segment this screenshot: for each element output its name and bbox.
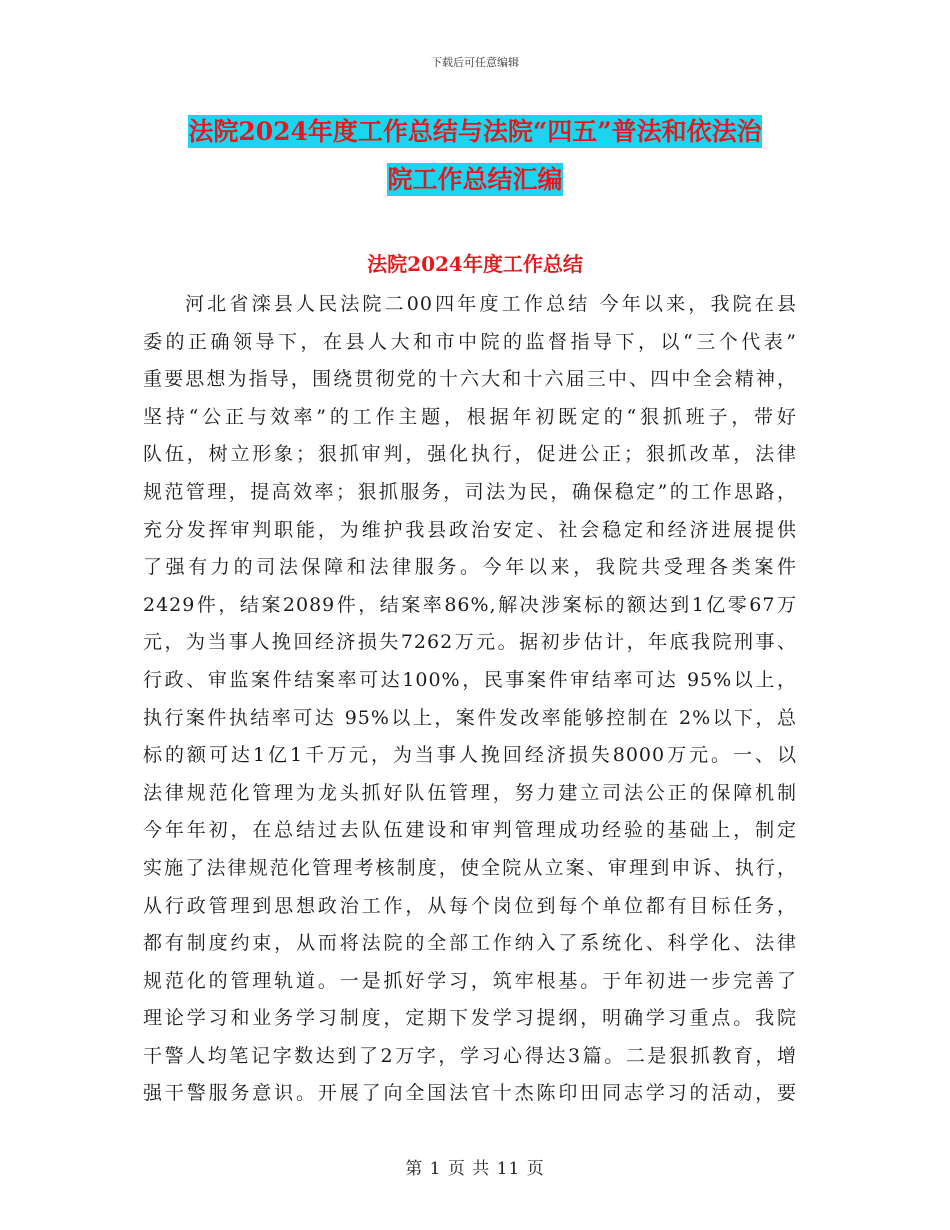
page-number: 第 1 页 共 11 页	[405, 1159, 545, 1179]
body-line: 实施了法律规范化管理考核制度，使全院从立案、审理到申诉、执行，	[143, 856, 797, 879]
page-header	[0, 54, 950, 70]
body-line: 执行案件执结率可达 95%以上，案件发改率能够控制在 2%以下，总	[143, 706, 797, 729]
body-line: 强干警服务意识。开展了向全国法官十杰陈印田同志学习的活动，要	[143, 1082, 797, 1105]
body-paragraph	[143, 286, 797, 1113]
body-line: 从行政管理到思想政治工作，从每个岗位到每个单位都有目标任务，	[143, 894, 797, 917]
body-line: 规范管理，提高效率；狠抓服务，司法为民，确保稳定”的工作思路，	[143, 480, 797, 503]
body-line: 行政、审监案件结案率可达100%，民事案件审结率可达 95%以上，	[143, 668, 797, 691]
body-line: 理论学习和业务学习制度，定期下发学习提纲，明确学习重点。我院	[143, 1007, 797, 1030]
header-note: 下载后可任意编辑	[431, 56, 519, 69]
title-line-2: 院工作总结汇编	[387, 165, 563, 194]
body-line: 队伍，树立形象；狠抓审判，强化执行，促进公正；狠抓改革，法律	[143, 443, 797, 466]
body-line: 都有制度约束，从而将法院的全部工作纳入了系统化、科学化、法律	[143, 932, 797, 955]
document-title	[140, 108, 810, 204]
body-line: 干警人均笔记字数达到了2万字，学习心得达3篇。二是狠抓教育，增	[143, 1044, 797, 1067]
body-line: 法律规范化管理为龙头抓好队伍管理，努力建立司法公正的保障机制	[143, 781, 797, 804]
body-line: 元，为当事人挽回经济损失7262万元。据初步估计，年底我院刑事、	[143, 631, 797, 654]
body-line: 河北省滦县人民法院二00四年度工作总结 今年以来，我院在县	[185, 293, 797, 315]
body-line: 充分发挥审判职能，为维护我县政治安定、社会稳定和经济进展提供	[143, 518, 797, 541]
title-line-1: 法院2024年度工作总结与法院“四五”普法和依法治	[188, 117, 762, 146]
body-line: 委的正确领导下，在县人大和市中院的监督指导下，以“三个代表”	[143, 330, 797, 353]
body-line: 规范化的管理轨道。一是抓好学习，筑牢根基。于年初进一步完善了	[143, 969, 797, 992]
page-footer	[0, 1154, 950, 1179]
body-line: 今年年初，在总结过去队伍建设和审判管理成功经验的基础上，制定	[143, 819, 797, 842]
body-line: 了强有力的司法保障和法律服务。今年以来，我院共受理各类案件	[143, 556, 797, 579]
body-line: 标的额可达1亿1千万元，为当事人挽回经济损失8000万元。一、以	[143, 744, 797, 767]
body-line: 重要思想为指导，围绕贯彻党的十六大和十六届三中、四中全会精神，	[143, 368, 797, 391]
body-line: 2429件，结案2089件，结案率86%,解决涉案标的额达到1亿零67万	[143, 593, 797, 616]
body-line: 坚持“公正与效率”的工作主题，根据年初既定的“狠抓班子，带好	[143, 405, 797, 428]
section-heading: 法院2024年度工作总结	[367, 252, 583, 276]
